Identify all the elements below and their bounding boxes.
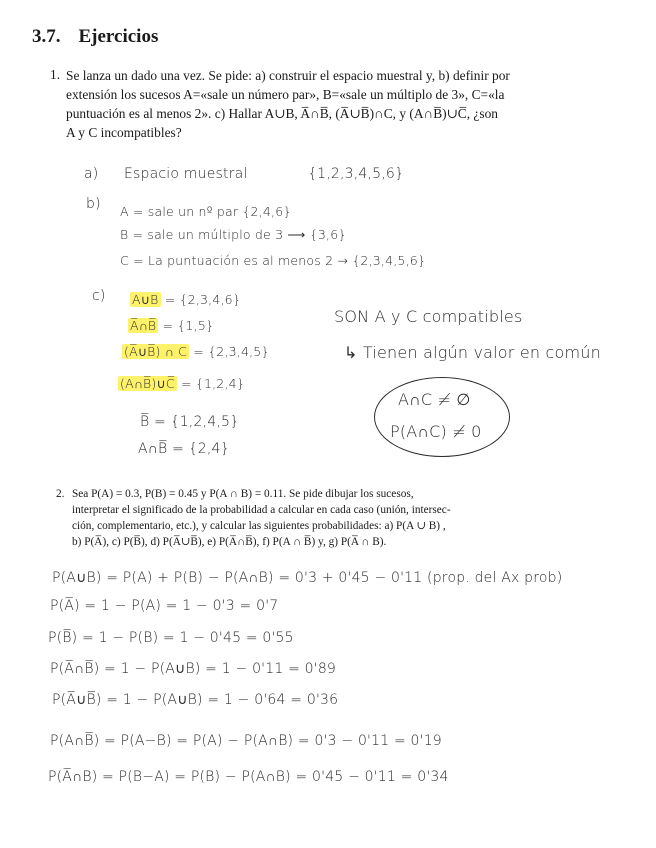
answer-c-expr-highlight: A̅∩B̅ [130, 318, 157, 333]
answer-2-line: P(A̅) = 1 − P(A) = 1 − 0'3 = 0'7 [50, 598, 279, 614]
answer-c-value: = {2,3,4,6} [164, 292, 241, 307]
answer-c-value: = {1,2,4} [180, 376, 245, 391]
section-header [32, 26, 158, 48]
side-reason: ↳ Tienen algún valor en común [344, 343, 601, 362]
answer-c-expr-highlight: (A∩B̅)∪C̅ [120, 376, 175, 391]
answer-c-item [122, 344, 270, 359]
circled-note [374, 377, 510, 457]
answer-2-line: P(A̅∪B̅) = 1 − P(A∪B) = 1 − 0'64 = 0'36 [52, 692, 339, 708]
circled-note-line-1: A∩C ≠ ∅ [398, 390, 471, 409]
answer-c-value: = {1,5} [162, 318, 215, 333]
exercise-2-line: b) P(A̅), c) P(B̅), d) P(A̅∪B̅), e) P(A̅∩B̅), f) P(A ∩ B̅) y, g) P(A̅ ∩ B). [72, 536, 387, 548]
answer-c-value: = {2,3,4,5} [193, 344, 270, 359]
exercise-1-line: Se lanza un dado una vez. Se pide: a) construir el espacio muestral y, b) definir por [66, 68, 510, 83]
exercise-1-line: extensión los sucesos A=«sale un número par», B=«sale un múltiplo de 3», C=«la [66, 87, 505, 102]
answer-b-line: A = sale un nº par {2,4,6} [120, 204, 292, 219]
answer-b-label: b) [86, 196, 101, 212]
answer-c-expr-highlight: (A̅∪B̅) ∩ C [124, 344, 188, 359]
answer-c-item [118, 376, 245, 391]
answer-c-expr-highlight: A∪B [132, 292, 159, 307]
b-complement-set: B̅ = {1,2,4,5} [140, 414, 240, 430]
section-number: 3.7. [32, 26, 61, 47]
answer-2-line: P(A̅∩B̅) = 1 − P(A∪B) = 1 − 0'11 = 0'89 [50, 661, 337, 677]
answer-b-line: B = sale un múltiplo de 3 ⟶ {3,6} [120, 227, 347, 242]
a-and-b-complement-set: A∩B̅ = {2,4} [138, 441, 230, 457]
answer-a-set: {1,2,3,4,5,6} [308, 166, 405, 182]
answer-c-label: c) [92, 288, 106, 304]
exercise-2-line: Sea P(A) = 0.3, P(B) = 0.45 y P(A ∩ B) = 0.11. Se pide dibujar los sucesos, [72, 488, 414, 500]
exercise-2-number: 2. [56, 488, 65, 500]
section-title: Ejercicios [78, 26, 159, 47]
answer-c-item [130, 292, 241, 307]
exercise-1-number: 1. [50, 67, 61, 82]
exercise-1-line: puntuación es al menos 2». c) Hallar A∪B, A̅∩B̅, (A̅∪B̅)∩C, y (A∩B̅)∪C̅, ¿son [66, 106, 498, 121]
answer-2-line: P(A∪B) = P(A) + P(B) − P(A∩B) = 0'3 + 0'45 − 0'11 (prop. del Ax prob) [52, 570, 563, 586]
answer-2-line: P(A̅∩B) = P(B−A) = P(B) − P(A∩B) = 0'45 − 0'11 = 0'34 [48, 769, 449, 785]
answer-a-text: Espacio muestral [124, 166, 248, 182]
side-note: SON A y C compatibles [334, 307, 523, 326]
answer-2-line: P(B̅) = 1 − P(B) = 1 − 0'45 = 0'55 [48, 630, 294, 646]
exercise-1-line: A y C incompatibles? [66, 125, 182, 140]
answer-2-line: P(A∩B̅) = P(A−B) = P(A) − P(A∩B) = 0'3 − 0'11 = 0'19 [50, 733, 442, 749]
answer-c-item [128, 318, 214, 333]
answer-a-label: a) [84, 166, 99, 182]
answer-b-line: C = La puntuación es al menos 2 → {2,3,4,5,6} [120, 253, 427, 268]
exercise-2-line: ción, complementario, etc.), y calcular las siguientes probabilidades: a) P(A ∪ B) , [72, 520, 446, 532]
circled-note-line-2: P(A∩C) ≠ 0 [390, 422, 482, 441]
exercise-2-line: interpretar el significado de la probabilidad a calcular en cada caso (unión, intersec- [72, 504, 451, 516]
